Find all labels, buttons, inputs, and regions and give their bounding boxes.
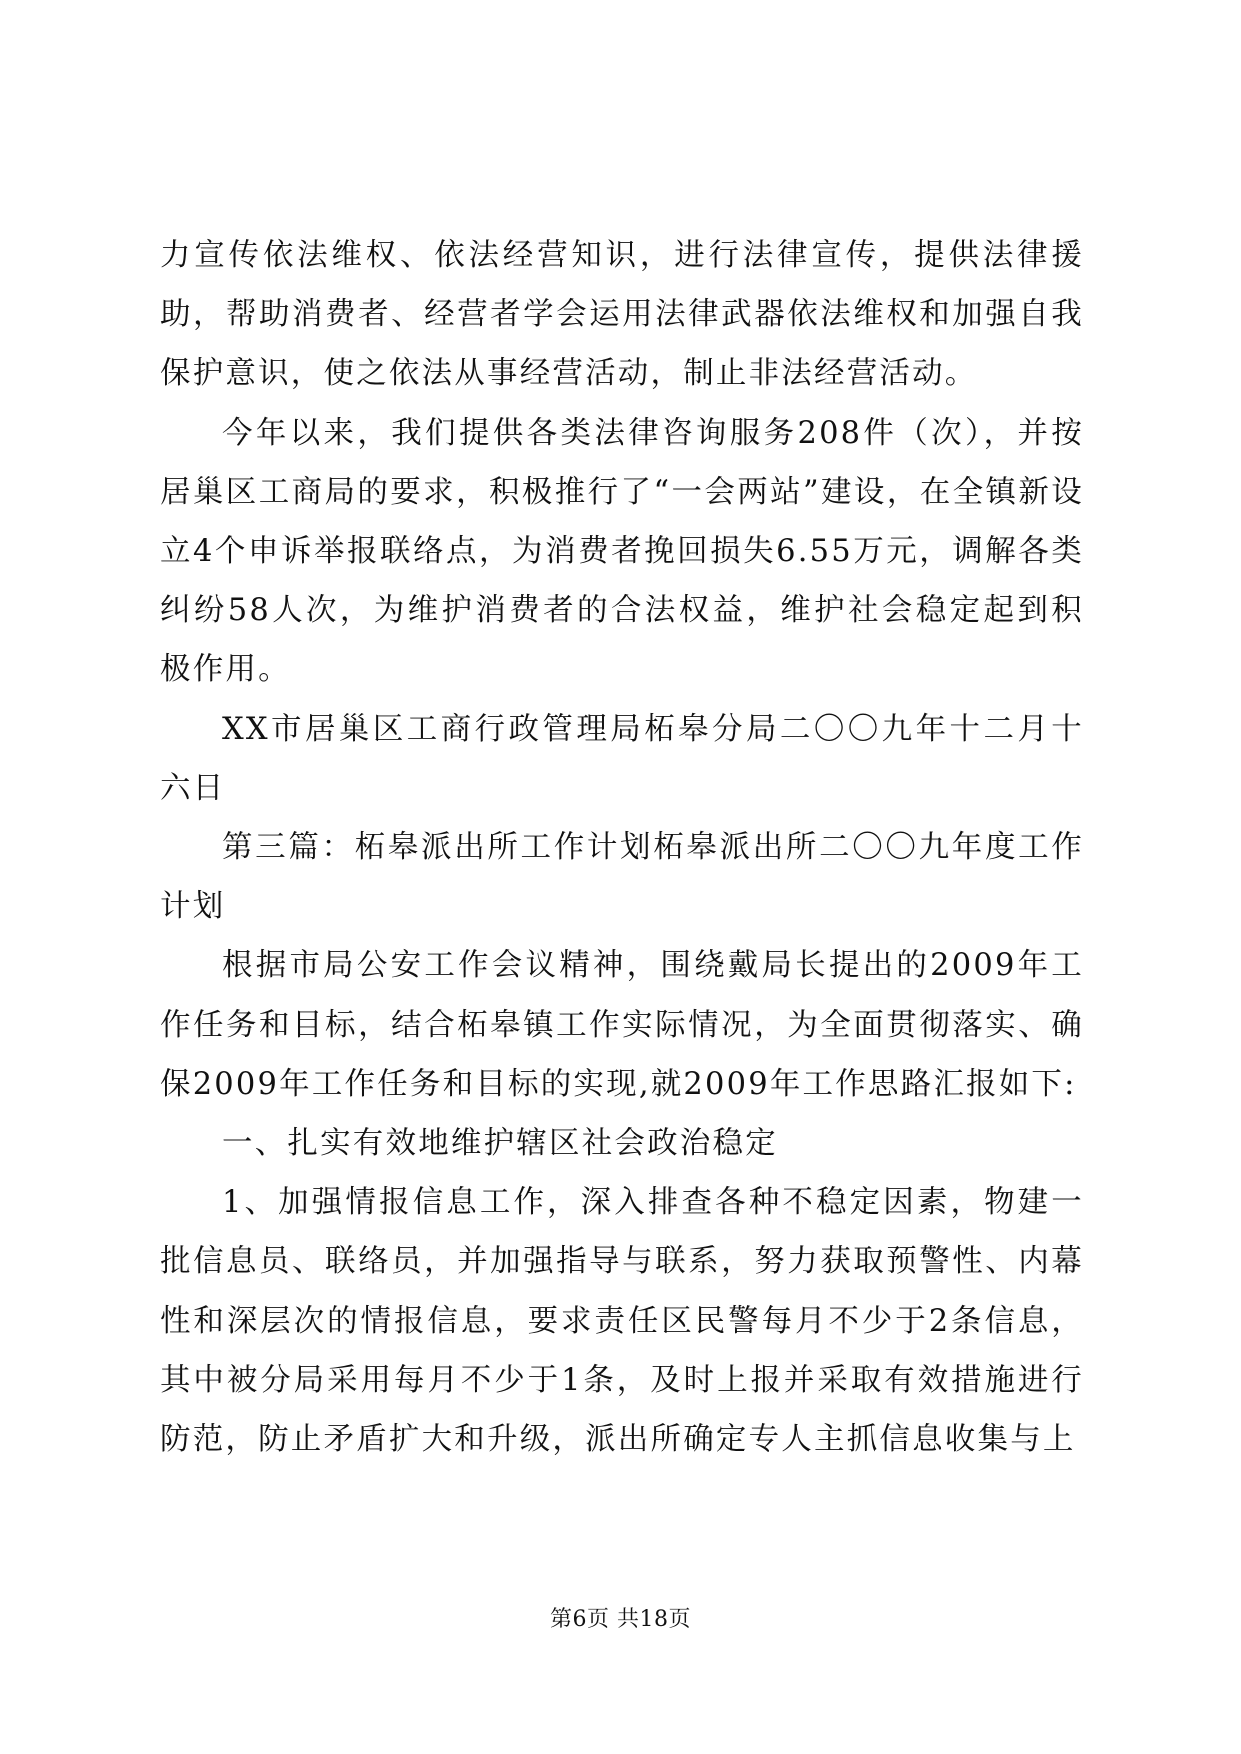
paragraph-summary: 今年以来，我们提供各类法律咨询服务208件（次），并按居巢区工商局的要求，积极推行了“一会两站”建设，在全镇新设立4个申诉举报联络点，为消费者挽回损失6.55万元，调解各类纠纷58人次，为维护消费者的合法权益，维护社会稳定起到积极作用。 <box>160 415 1084 688</box>
paragraph-signature-date: XX市居巢区工商行政管理局柘皋分局二〇〇九年十二月十六日 <box>160 711 1084 806</box>
paragraph-item-1: 1、加强情报信息工作，深入排查各种不稳定因素，物建一批信息员、联络员，并加强指导与联系，努力获取预警性、内幕性和深层次的情报信息，要求责任区民警每月不少于2条信息，其中被分局采用每月不少于1条，及时上报并采取有效措施进行防范，防止矛盾扩大和升级，派出所确定专人主抓信息收集与上 <box>160 1185 1084 1458</box>
section-heading: 第三篇：柘皋派出所工作计划柘皋派出所二〇〇九年度工作计划 <box>160 830 1084 925</box>
page-number-footer: 第6页 共18页 <box>550 1607 691 1632</box>
paragraph-intro: 根据市局公安工作会议精神，围绕戴局长提出的2009年工作任务和目标，结合柘皋镇工作实际情况，为全面贯彻落实、确保2009年工作任务和目标的实现,就2009年工作思路汇报如下: <box>160 948 1084 1102</box>
document-body <box>160 226 1084 1469</box>
paragraph-continuation: 力宣传依法维权、依法经营知识，进行法律宣传，提供法律援助，帮助消费者、经营者学会运用法律武器依法维权和加强自我保护意识，使之依法从事经营活动，制止非法经营活动。 <box>160 238 1084 392</box>
subsection-heading: 一、扎实有效地维护辖区社会政治稳定 <box>222 1126 778 1162</box>
